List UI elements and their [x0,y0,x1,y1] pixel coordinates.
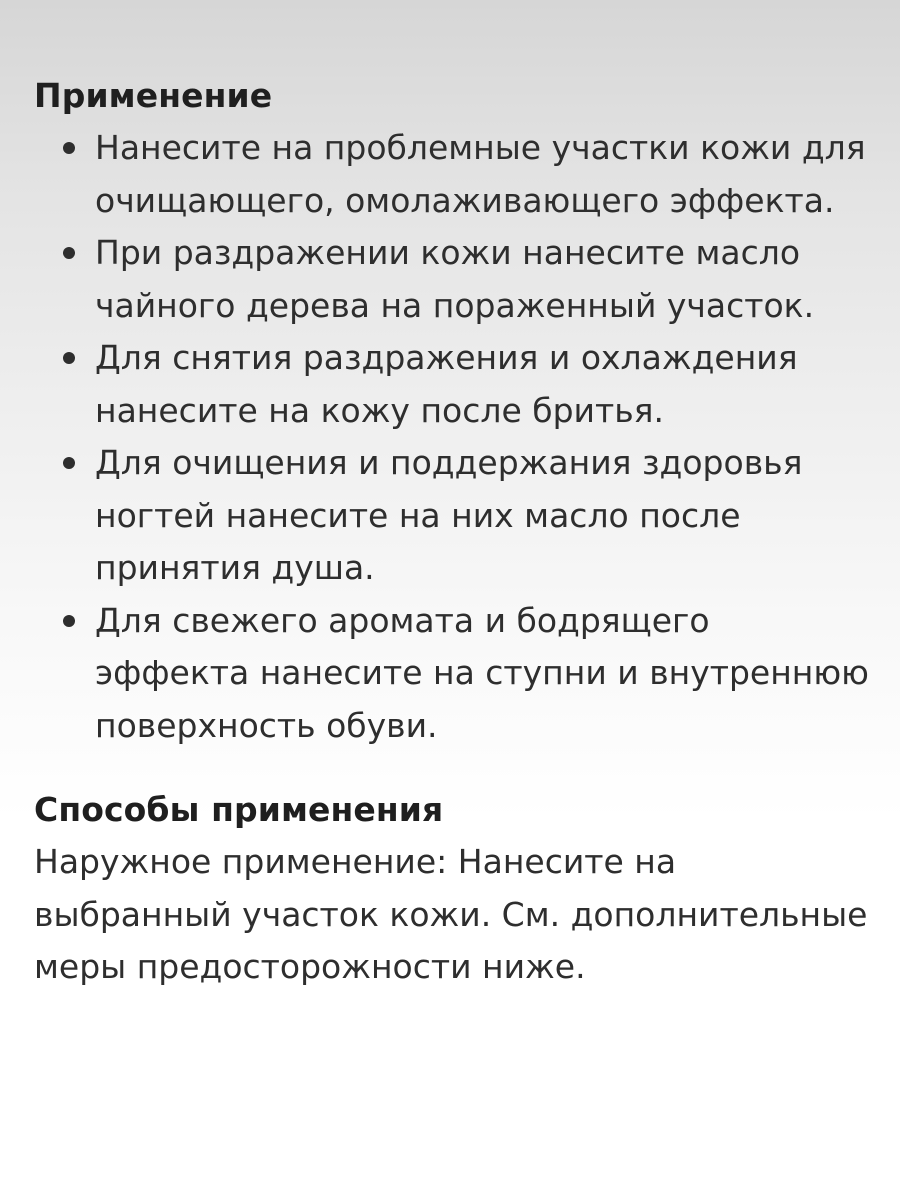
list-item-text: При раздражении кожи нанесите масло чайного дерева на пораженный участок. [95,233,815,325]
usage-heading: Применение [34,76,273,115]
list-item-text: Для свежего аромата и бодрящего эффекта нанесите на ступни и внутреннюю поверхность обуви. [95,600,869,745]
list-item-text: Для очищения и поддержания здоровья ногтей нанесите на них масло после принятия душа. [95,443,803,587]
list-item-text: Нанесите на проблемные участки кожи для очищающего, омолаживающего эффекта. [95,128,866,220]
methods-heading: Способы применения [34,790,444,829]
list-item [34,227,870,332]
usage-list [34,122,870,752]
bullet-icon [63,457,75,469]
list-item [34,332,870,437]
methods-section [34,784,870,994]
bullet-icon [63,352,75,364]
bullet-icon [63,615,75,627]
bullet-icon [63,142,75,154]
list-item-text: Для снятия раздражения и охлаждения нанесите на кожу после бритья. [95,338,798,430]
usage-section [34,70,870,752]
list-item [34,437,870,595]
list-item [34,595,870,753]
methods-paragraph: Наружное применение: Нанесите на выбранный участок кожи. См. дополнительные меры предосторожности ниже. [34,842,868,986]
bullet-icon [63,247,75,259]
list-item [34,122,870,227]
